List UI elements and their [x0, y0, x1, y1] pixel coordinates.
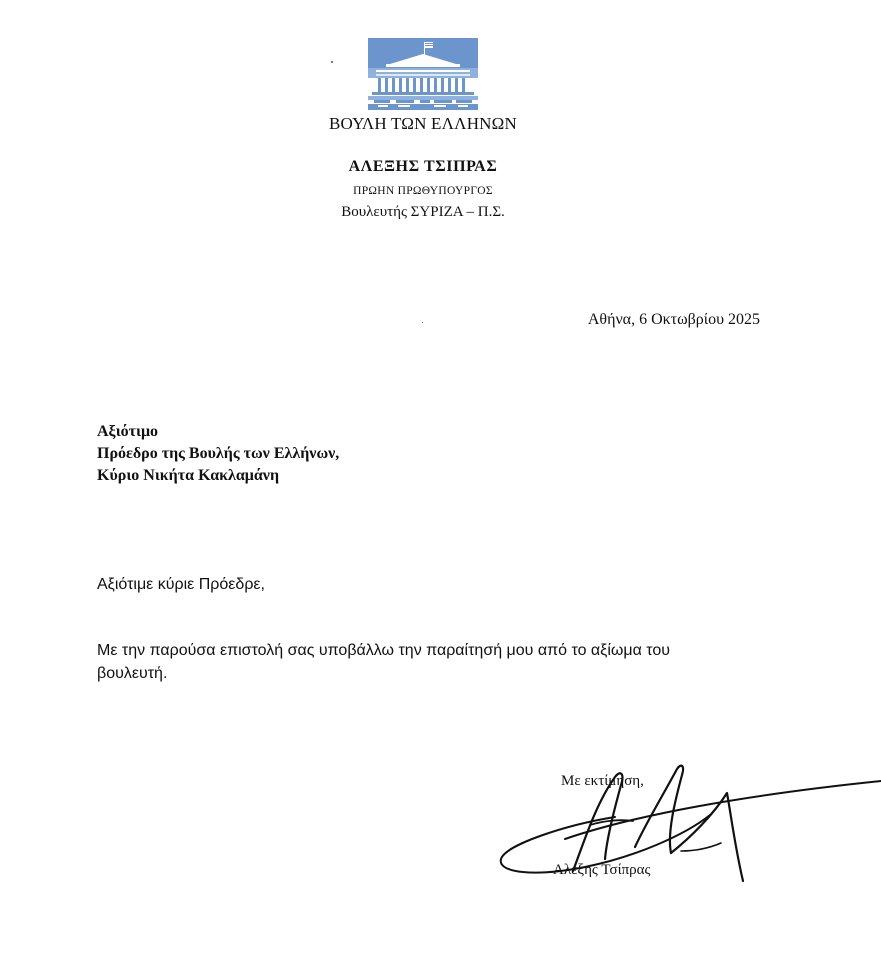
sender-name: ΑΛΕΞΗΣ ΤΣΙΠΡΑΣ: [348, 158, 498, 175]
valediction: Με εκτίμηση,: [561, 773, 644, 789]
signer-name: Αλέξης Τσίπρας: [553, 862, 651, 878]
letter-body: Με την παρούσα επιστολή σας υποβάλλω την παραίτησή μου από το αξίωμα του βουλευτή.: [97, 642, 671, 682]
scan-speck: [331, 61, 333, 63]
scan-speck: [422, 322, 423, 323]
sender-role: ΠΡΩΗΝ ΠΡΩΘΥΠΟΥΡΓΟΣ: [353, 185, 493, 197]
hellenic-parliament-building-icon: [368, 38, 478, 110]
recipient-title: Πρόεδρο της Βουλής των Ελλήνων,: [97, 445, 340, 462]
recipient-honorific: Αξιότιμο: [97, 423, 159, 440]
sender-party: Βουλευτής ΣΥΡΙΖΑ – Π.Σ.: [341, 204, 505, 220]
handwritten-signature: [495, 755, 881, 895]
letter-date: Αθήνα, 6 Οκτωβρίου 2025: [587, 311, 760, 328]
salutation: Αξιότιμε κύριε Πρόεδρε,: [97, 576, 265, 593]
recipient-block: [97, 421, 339, 487]
recipient-name: Κύριο Νικήτα Κακλαμάνη: [97, 467, 280, 484]
institution-name: ΒΟΥΛΗ ΤΩΝ ΕΛΛΗΝΩΝ: [329, 114, 517, 133]
